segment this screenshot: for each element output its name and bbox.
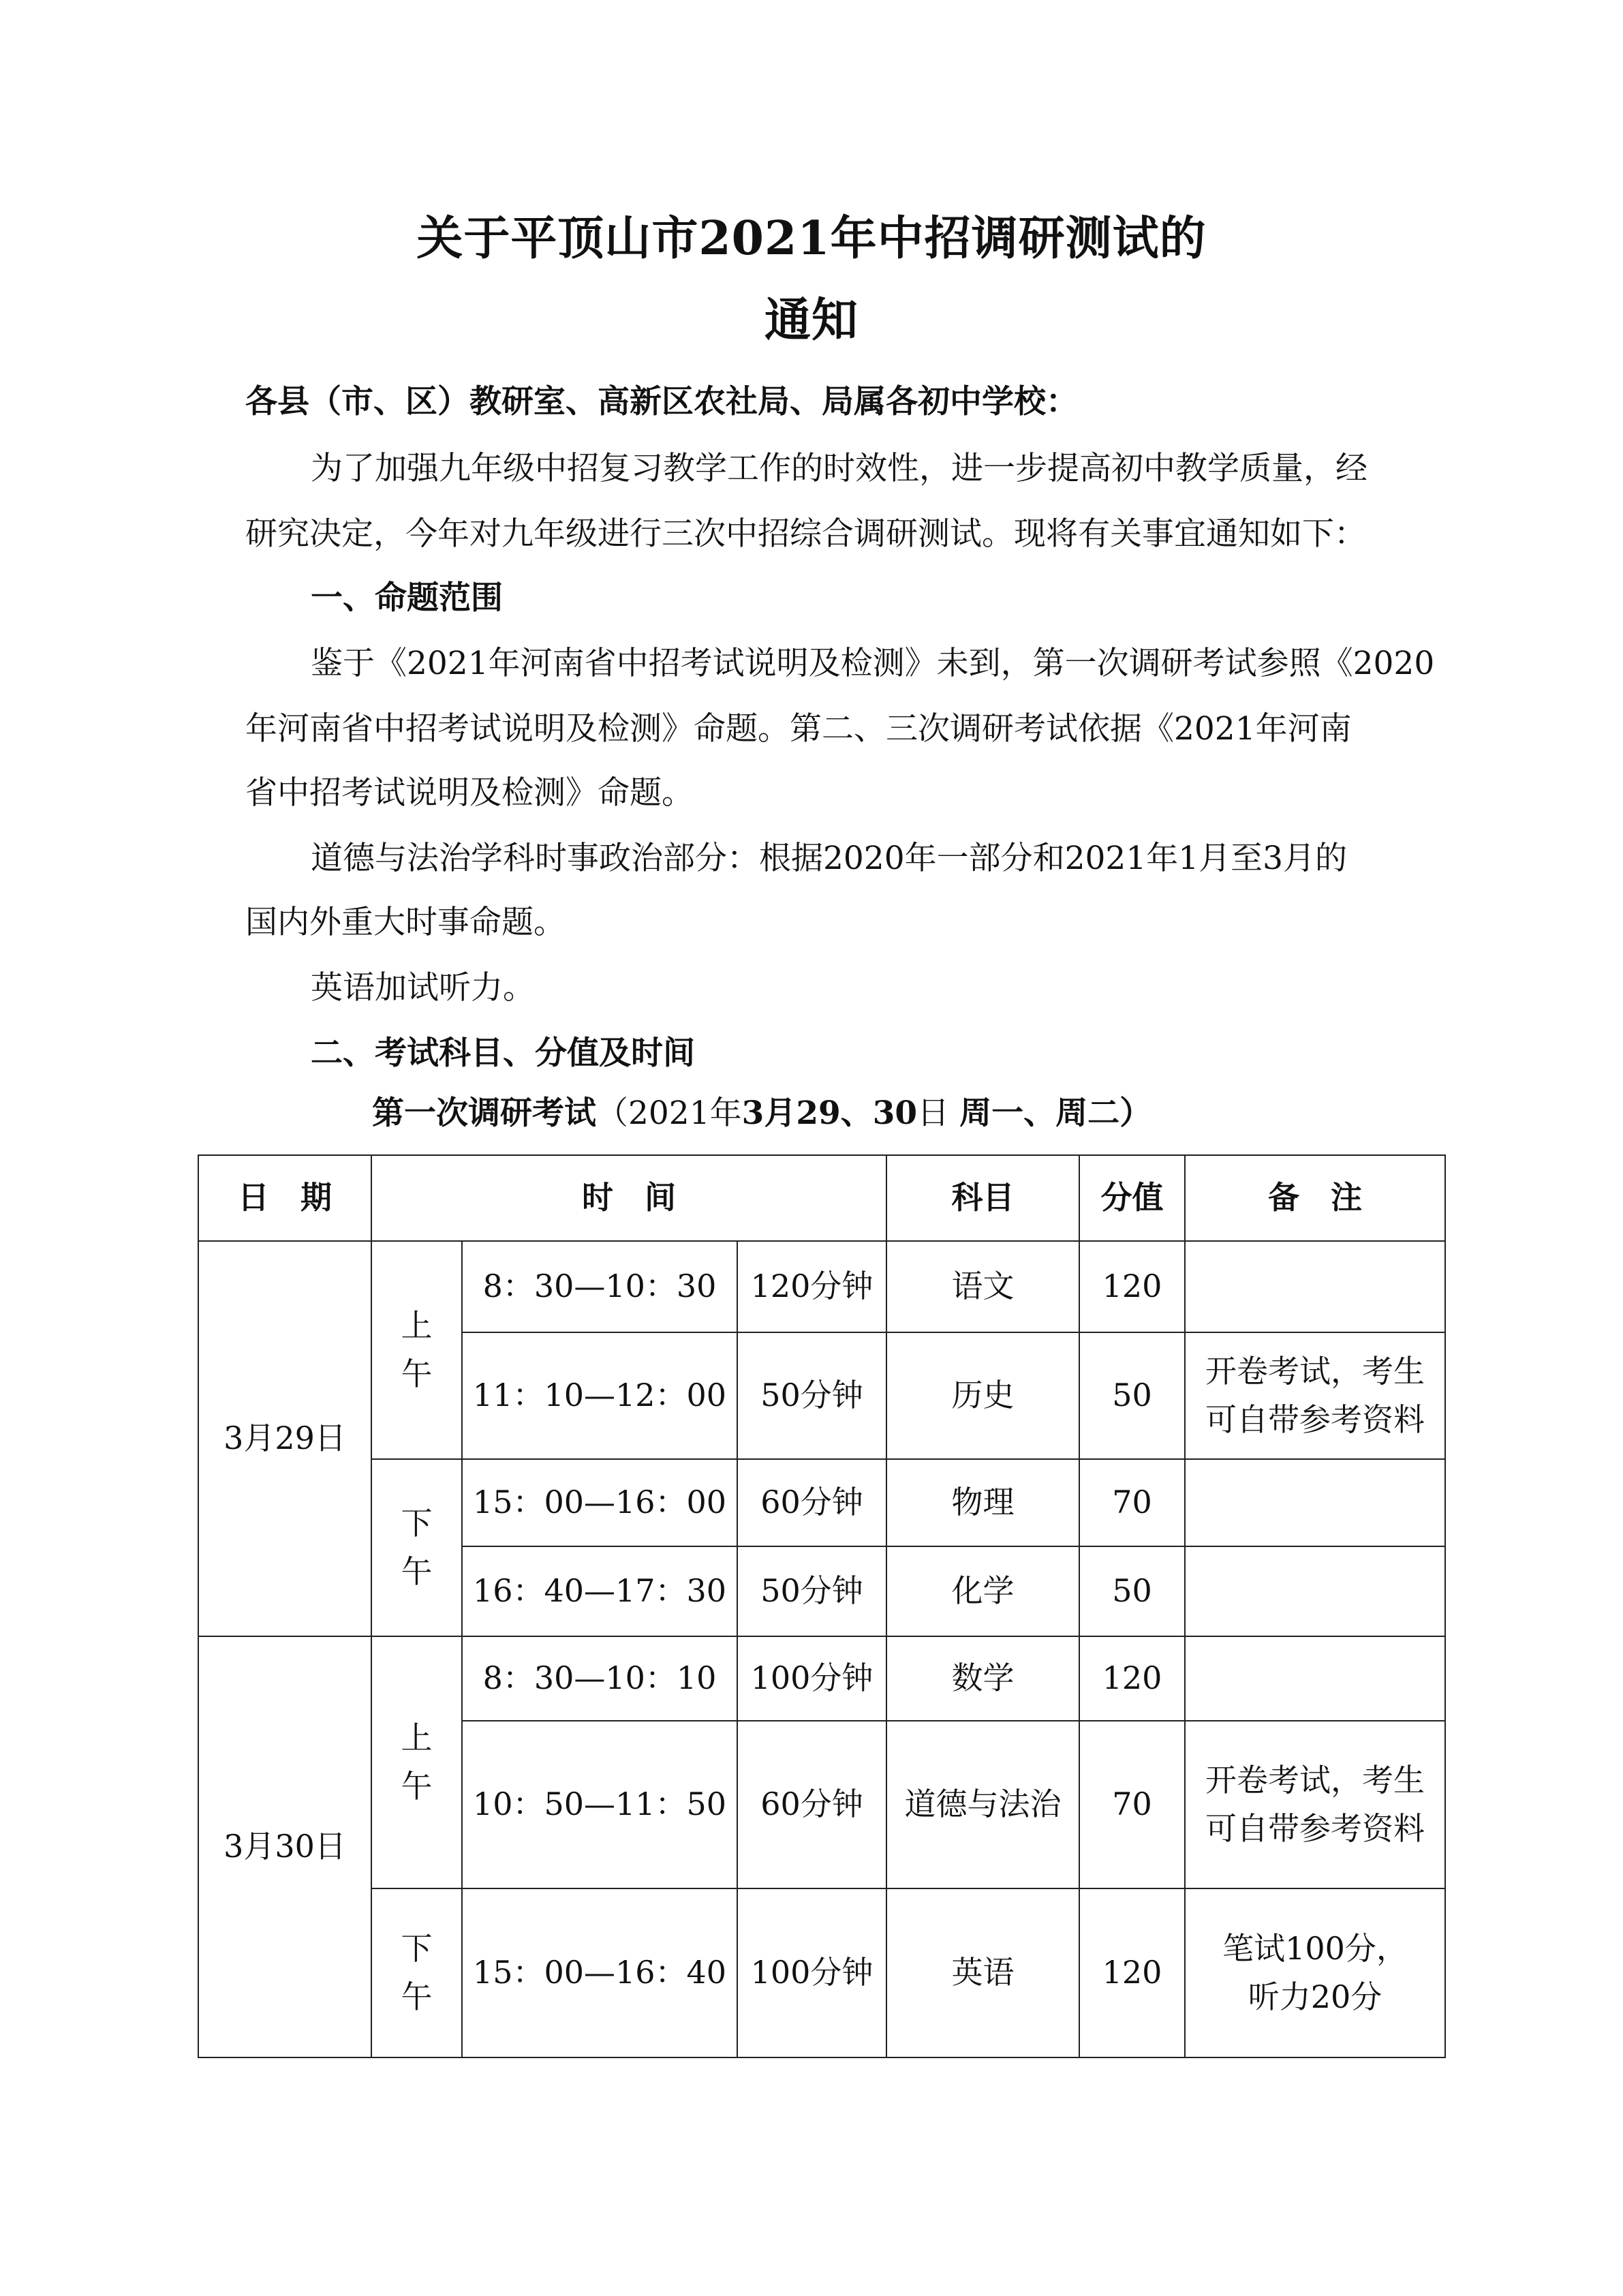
intro-line-2: 研究决定，今年对九年级进行三次中招综合调研测试。现将有关事宜通知如下： <box>245 515 1366 553</box>
section-1-p2-line-1: 道德与法治学科时事政治部分：根据2020年一部分和2021年1月至3月的 <box>311 840 1348 877</box>
table-row <box>198 1636 1445 1721</box>
section-1-p1-line-1: 鉴于《2021年河南省中招考试说明及检测》未到，第一次调研考试参照《2020 <box>311 645 1435 682</box>
time-cell: 15：00—16：40 <box>462 1888 737 2057</box>
duration-cell: 100分钟 <box>737 1636 886 1721</box>
section-2-heading: 二、考试科目、分值及时间 <box>311 1035 695 1072</box>
exam-1-caption-year: （2021年 <box>596 1095 742 1132</box>
table-row <box>198 1459 1445 1546</box>
exam-1-caption-dates: 3月29、30 <box>741 1095 918 1132</box>
subject-cell: 历史 <box>886 1332 1079 1459</box>
period-char-1: 下 <box>401 1929 433 1967</box>
period-morning-day-2 <box>371 1636 462 1888</box>
duration-cell: 60分钟 <box>737 1721 886 1888</box>
table-row <box>198 1241 1445 1332</box>
header-time: 时 间 <box>371 1155 886 1241</box>
table-row <box>198 1888 1445 2057</box>
subject-cell: 道德与法治 <box>886 1721 1079 1888</box>
addressee: 各县（市、区）教研室、高新区农社局、局属各初中学校： <box>245 383 1078 420</box>
exam-1-caption-name: 第一次调研考试 <box>372 1095 596 1132</box>
score-cell: 50 <box>1079 1332 1185 1459</box>
remark-line-2: 可自带参考资料 <box>1205 1401 1425 1438</box>
period-char-1: 上 <box>401 1719 433 1756</box>
remark-line-2: 可自带参考资料 <box>1205 1810 1425 1847</box>
subject-cell: 数学 <box>886 1636 1079 1721</box>
remark-line-1: 开卷考试，考生 <box>1205 1352 1425 1390</box>
section-1-p3: 英语加试听力。 <box>311 969 535 1007</box>
intro-line-1: 为了加强九年级中招复习教学工作的时效性，进一步提高初中教学质量，经 <box>311 450 1367 487</box>
period-char-2: 午 <box>401 1553 433 1590</box>
duration-cell: 120分钟 <box>737 1241 886 1332</box>
period-char-2: 午 <box>401 1768 433 1805</box>
date-cell-day-2 <box>198 1636 371 2057</box>
date-cell-day-1 <box>198 1241 371 1636</box>
exam-1-caption-weekdays: 周一、周二） <box>959 1095 1152 1132</box>
title-line-2: 通知 <box>764 293 859 348</box>
subject-cell: 物理 <box>886 1459 1079 1546</box>
exam-schedule-table <box>198 1154 1446 2058</box>
remark-line-1: 开卷考试，考生 <box>1205 1761 1425 1798</box>
subject-cell: 语文 <box>886 1241 1079 1332</box>
subject-cell: 化学 <box>886 1546 1079 1636</box>
time-cell: 16：40—17：30 <box>462 1546 737 1636</box>
time-cell: 8：30—10：30 <box>462 1241 737 1332</box>
period-char-2: 午 <box>401 1978 433 2015</box>
section-1-p1-line-2: 年河南省中招考试说明及检测》命题。第二、三次调研考试依据《2021年河南 <box>245 710 1352 748</box>
table-header-row <box>198 1155 1445 1241</box>
period-afternoon-day-2 <box>371 1888 462 2057</box>
score-cell: 70 <box>1079 1459 1185 1546</box>
period-char-1: 下 <box>401 1504 433 1542</box>
section-1-heading: 一、命题范围 <box>311 579 503 617</box>
period-morning-day-1 <box>371 1241 462 1459</box>
period-afternoon-day-1 <box>371 1459 462 1636</box>
time-cell: 10：50—11：50 <box>462 1721 737 1888</box>
header-score: 分值 <box>1079 1155 1185 1241</box>
date-day-1: 3月29日 <box>223 1420 346 1457</box>
remark-cell <box>1185 1459 1445 1546</box>
duration-cell: 60分钟 <box>737 1459 886 1546</box>
remark-line-2: 听力20分 <box>1248 1978 1382 2015</box>
exam-1-caption <box>372 1095 1152 1132</box>
score-cell: 120 <box>1079 1636 1185 1721</box>
header-date: 日 期 <box>198 1155 371 1241</box>
header-remark: 备 注 <box>1185 1155 1445 1241</box>
score-cell: 120 <box>1079 1241 1185 1332</box>
header-subject: 科目 <box>886 1155 1079 1241</box>
time-cell: 11：10—12：00 <box>462 1332 737 1459</box>
duration-cell: 50分钟 <box>737 1332 886 1459</box>
remark-cell <box>1185 1241 1445 1332</box>
remark-cell <box>1185 1332 1445 1459</box>
section-1-p2-line-2: 国内外重大时事命题。 <box>245 904 566 941</box>
period-char-1: 上 <box>401 1306 433 1344</box>
time-cell: 15：00—16：00 <box>462 1459 737 1546</box>
duration-cell: 100分钟 <box>737 1888 886 2057</box>
score-cell: 70 <box>1079 1721 1185 1888</box>
score-cell: 120 <box>1079 1888 1185 2057</box>
section-1-p1-line-3: 省中招考试说明及检测》命题。 <box>245 774 694 812</box>
score-cell: 50 <box>1079 1546 1185 1636</box>
duration-cell: 50分钟 <box>737 1546 886 1636</box>
remark-line-1: 笔试100分， <box>1222 1929 1408 1967</box>
remark-cell <box>1185 1636 1445 1721</box>
time-cell: 8：30—10：10 <box>462 1636 737 1721</box>
remark-cell <box>1185 1721 1445 1888</box>
remark-cell <box>1185 1546 1445 1636</box>
period-char-2: 午 <box>401 1356 433 1392</box>
title-line-1: 关于平顶山市2021年中招调研测试的 <box>416 211 1207 266</box>
date-day-2: 3月30日 <box>223 1828 346 1865</box>
subject-cell: 英语 <box>886 1888 1079 2057</box>
remark-cell <box>1185 1888 1445 2057</box>
exam-1-caption-day: 日 <box>917 1095 950 1132</box>
